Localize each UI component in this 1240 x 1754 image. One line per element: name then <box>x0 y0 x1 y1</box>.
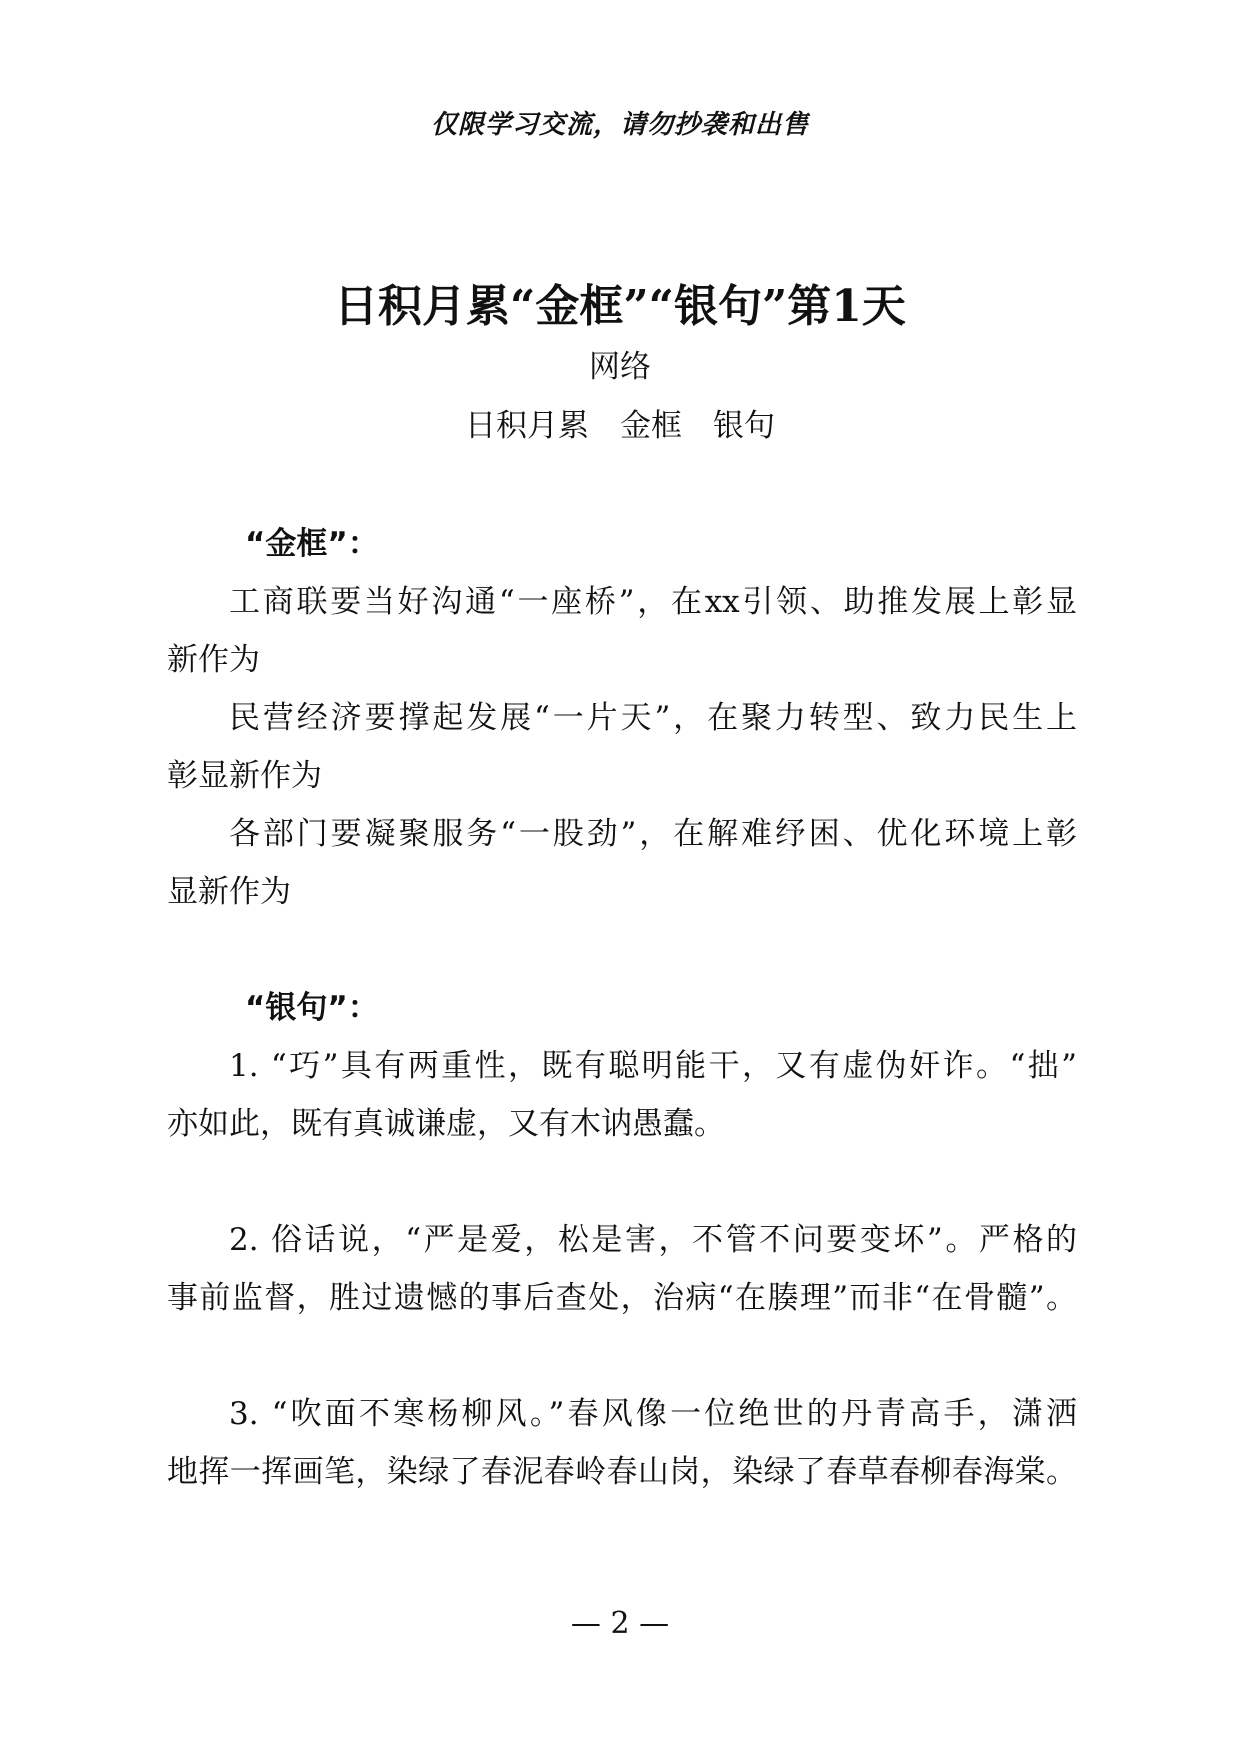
blank-line <box>167 1327 1077 1385</box>
silver-item <box>167 1211 1077 1327</box>
blank-line <box>167 921 1077 979</box>
paragraph-line: 1. “巧”具有两重性，既有聪明能干，又有虚伪奸诈。“拙” <box>229 1048 1077 1084</box>
paragraph-line: 2. 俗话说，“严是爱，松是害，不管不问要变坏”。严格的 <box>229 1222 1077 1258</box>
paragraph-line: 彰显新作为 <box>167 758 322 794</box>
header-notice: 仅限学习交流，请勿抄袭和出售 <box>430 110 809 140</box>
silver-item <box>167 1037 1077 1153</box>
author-line: 网络 <box>589 349 651 385</box>
paragraph-line: 各部门要凝聚服务“一股劲”，在解难纾困、优化环境上彰 <box>229 816 1077 852</box>
blank-line <box>167 1153 1077 1211</box>
paragraph-line: 亦如此，既有真诚谦虚，又有木讷愚蠢。 <box>167 1106 725 1142</box>
gold-item <box>167 805 1077 921</box>
paragraph-line: 显新作为 <box>167 874 291 910</box>
paragraph-line: 事前监督，胜过遗憾的事后查处，治病“在腠理”而非“在骨髓”。 <box>167 1280 1077 1316</box>
section-heading-silver: “银句”： <box>245 990 379 1026</box>
paragraph-line: 新作为 <box>167 642 260 678</box>
gold-item <box>167 689 1077 805</box>
silver-item <box>167 1385 1077 1501</box>
paragraph-line: 3. “吹面不寒杨柳风。”春风像一位绝世的丹青高手，潇洒 <box>229 1396 1077 1432</box>
paragraph-line: 工商联要当好沟通“一座桥”，在xx引领、助推发展上彰显 <box>229 584 1077 620</box>
section-heading-gold: “金框”： <box>245 526 379 562</box>
paragraph-line: 民营经济要撑起发展“一片天”，在聚力转型、致力民生上 <box>229 700 1077 736</box>
gold-item <box>167 573 1077 689</box>
document-body <box>167 515 1077 1501</box>
page-number: — 2 — <box>570 1606 670 1641</box>
document-title: 日积月累“金框”“银句”第1天 <box>334 281 906 332</box>
paragraph-line: 地挥一挥画笔，染绿了春泥春岭春山岗，染绿了春草春柳春海棠。 <box>167 1454 1077 1490</box>
keywords-line: 日积月累 金框 银句 <box>465 408 775 444</box>
